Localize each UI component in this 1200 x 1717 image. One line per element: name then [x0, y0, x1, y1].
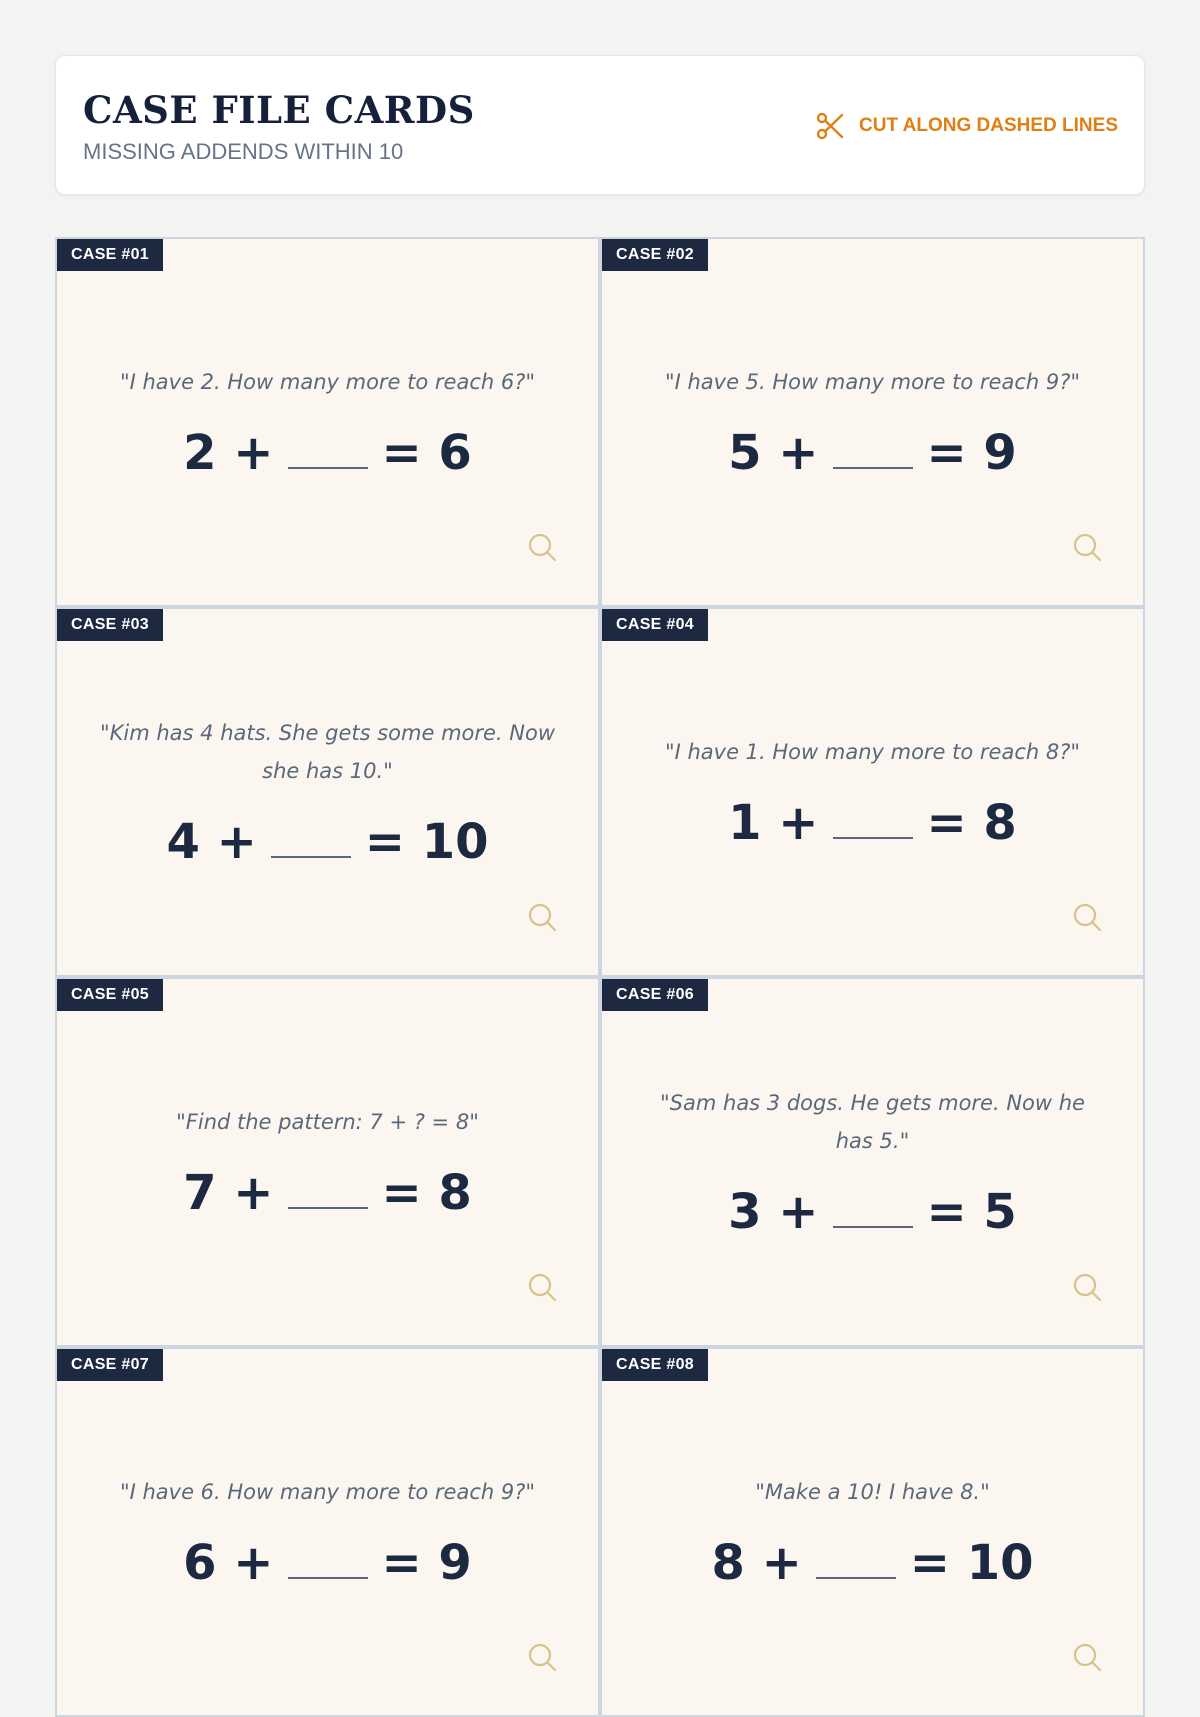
cut-instruction-label: CUT ALONG DASHED LINES: [859, 115, 1118, 136]
cut-instruction: [815, 111, 1118, 141]
case-prompt: "I have 1. How many more to reach 8?": [664, 740, 1081, 764]
case-prompt: "I have 5. How many more to reach 9?": [664, 370, 1081, 394]
case-prompt: "Make a 10! I have 8.": [755, 1480, 990, 1504]
page-subtitle: MISSING ADDENDS WITHIN 10: [83, 139, 404, 164]
answer-blank: [288, 1207, 368, 1209]
equation-right: = 10: [364, 814, 489, 870]
equation-right: = 8: [926, 795, 1017, 851]
case-badge: CASE #02: [602, 239, 708, 271]
page-title: CASE FILE CARDS: [83, 88, 475, 132]
equation: [728, 1184, 1017, 1240]
equation-left: 3 +: [728, 1184, 819, 1240]
equation-left: 6 +: [183, 1535, 274, 1591]
magnifier-icon: [1073, 1643, 1103, 1673]
equation: [711, 1535, 1033, 1591]
equation: [728, 795, 1017, 851]
equation-right: = 6: [381, 425, 472, 481]
case-card: [600, 607, 1145, 977]
case-card: [55, 1347, 600, 1717]
equation-right: = 8: [381, 1165, 472, 1221]
equation-left: 2 +: [183, 425, 274, 481]
case-card: [600, 237, 1145, 607]
case-prompt: "Sam has 3 dogs. He gets more. Now he has 5.": [660, 1091, 1085, 1153]
answer-blank: [288, 467, 368, 469]
equation-right: = 9: [926, 425, 1017, 481]
case-card-grid: [55, 237, 1145, 1637]
magnifier-icon: [528, 1643, 558, 1673]
case-badge: CASE #08: [602, 1349, 708, 1381]
case-prompt: "I have 2. How many more to reach 6?": [119, 370, 536, 394]
case-card: [55, 607, 600, 977]
magnifier-icon: [1073, 533, 1103, 563]
case-prompt: "I have 6. How many more to reach 9?": [119, 1480, 536, 1504]
case-card: [600, 977, 1145, 1347]
equation-left: 8 +: [711, 1535, 802, 1591]
magnifier-icon: [528, 1273, 558, 1303]
case-prompt: "Kim has 4 hats. She gets some more. Now she has 10.": [99, 721, 556, 783]
equation: [728, 425, 1017, 481]
magnifier-icon: [1073, 903, 1103, 933]
equation-left: 4 +: [166, 814, 257, 870]
equation-left: 7 +: [183, 1165, 274, 1221]
equation-right: = 9: [381, 1535, 472, 1591]
equation: [183, 425, 472, 481]
magnifier-icon: [528, 533, 558, 563]
answer-blank: [833, 467, 913, 469]
case-badge: CASE #04: [602, 609, 708, 641]
case-card: [600, 1347, 1145, 1717]
case-prompt: "Find the pattern: 7 + ? = 8": [176, 1110, 479, 1134]
scissors-icon: [815, 111, 845, 141]
case-badge: CASE #01: [57, 239, 163, 271]
equation-right: = 10: [909, 1535, 1034, 1591]
answer-blank: [833, 837, 913, 839]
answer-blank: [833, 1226, 913, 1228]
answer-blank: [288, 1577, 368, 1579]
equation-right: = 5: [926, 1184, 1017, 1240]
answer-blank: [816, 1577, 896, 1579]
case-badge: CASE #07: [57, 1349, 163, 1381]
magnifier-icon: [528, 903, 558, 933]
equation: [183, 1165, 472, 1221]
equation: [166, 814, 488, 870]
case-card: [55, 977, 600, 1347]
equation-left: 1 +: [728, 795, 819, 851]
case-badge: CASE #06: [602, 979, 708, 1011]
equation: [183, 1535, 472, 1591]
page-header: [55, 55, 1145, 195]
answer-blank: [271, 856, 351, 858]
magnifier-icon: [1073, 1273, 1103, 1303]
case-card: [55, 237, 600, 607]
equation-left: 5 +: [728, 425, 819, 481]
case-badge: CASE #05: [57, 979, 163, 1011]
case-badge: CASE #03: [57, 609, 163, 641]
